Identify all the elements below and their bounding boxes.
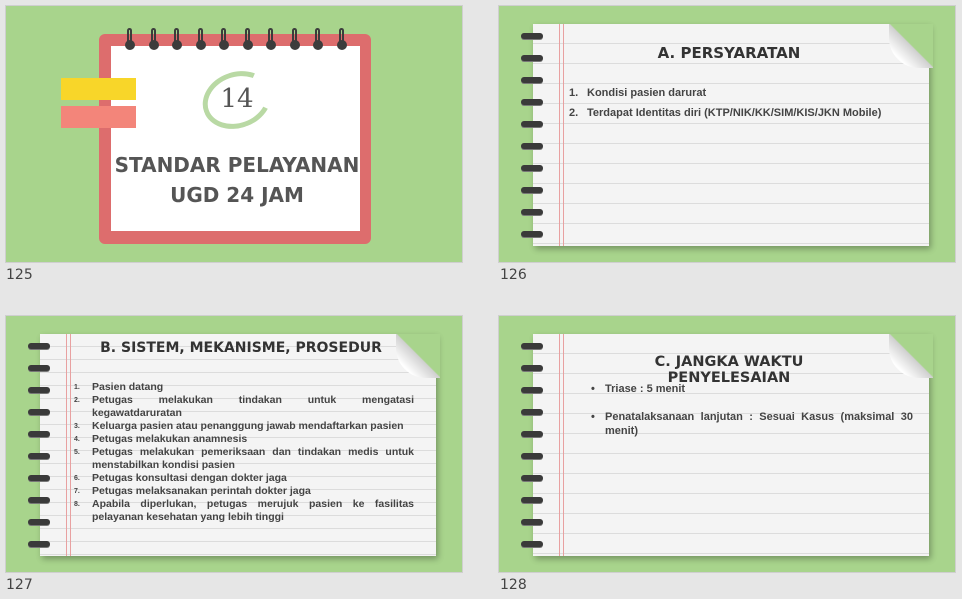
spiral-ring [521,33,543,39]
calendar-ring [337,28,346,52]
spiral-ring [28,497,50,503]
spiral-ring [28,343,50,349]
calendar-ring [196,28,205,52]
slide-title [106,150,368,210]
spiral-ring [521,55,543,61]
calendar-ring [219,28,228,52]
spiral-ring [28,453,50,459]
spiral-ring [28,365,50,371]
list-item: • Penatalaksanaan lanjutan : Sesuai Kasus (maksimal 30 menit) [591,411,913,437]
spiral-ring [28,387,50,393]
title-line-2: UGD 24 JAM [170,183,304,207]
spiral-ring [521,165,543,171]
title-line-1: STANDAR PELAYANAN [114,153,360,177]
spiral-ring [521,121,543,127]
spiral-ring [521,343,543,349]
requirements-list [569,83,917,123]
spiral-ring [521,497,543,503]
list-item: 8. Apabila diperlukan, petugas merujuk pasien ke fasilitas pelayanan kesehatan yang lebih tinggi [74,498,414,523]
spiral-ring [521,409,543,415]
spiral-ring [521,187,543,193]
slide-thumbnail-127[interactable] [5,315,463,573]
spiral-ring [521,453,543,459]
calendar-ring [172,28,181,52]
calendar-ring [149,28,158,52]
spiral-ring [28,475,50,481]
sticky-note-yellow [61,78,136,100]
list-item: 7. Petugas melaksanakan perintah dokter jaga [74,485,311,497]
spiral-ring [28,409,50,415]
spiral-ring [521,231,543,237]
spiral-ring [521,387,543,393]
spiral-ring [28,519,50,525]
spiral-ring [28,541,50,547]
duration-list [591,382,913,438]
badge-number: 14 [220,84,254,114]
spiral-ring [521,475,543,481]
list-item: 3. Keluarga pasien atau penanggung jawab mendaftarkan pasien [74,420,404,432]
slide-number: 128 [500,577,527,593]
list-item: 2. Petugas melakukan tindakan untuk mengatasi kegawatdaruratan [74,394,414,419]
calendar-ring [313,28,322,52]
slide-thumbnail-125[interactable] [5,5,463,263]
slide-number: 127 [6,577,33,593]
spiral-ring [521,431,543,437]
slide-number: 125 [6,267,33,283]
slide-title: C. JANGKA WAKTU PENYELESAIAN [654,354,804,386]
list-item: 2. Terdapat Identitas diri (KTP/NIK/KK/SIM/KIS/JKN Mobile) [569,107,882,119]
calendar-ring [290,28,299,52]
slide-thumbnail-128[interactable] [498,315,956,573]
list-item: 5. Petugas melakukan pemeriksaan dan tindakan medis untuk menstabilkan kondisi pasien [74,446,414,471]
slide-number: 126 [500,267,527,283]
spiral-ring [521,99,543,105]
calendar-ring [125,28,134,52]
list-item: • Triase : 5 menit [591,383,686,395]
spiral-ring [521,143,543,149]
calendar-ring [266,28,275,52]
list-item: 1. Pasien datang [74,381,164,393]
spiral-ring [521,209,543,215]
slide-title: A. PERSYARATAN [657,44,801,62]
slide-thumbnail-126[interactable] [498,5,956,263]
spiral-ring [28,431,50,437]
list-item: 4. Petugas melakukan anamnesis [74,433,248,445]
spiral-ring [521,365,543,371]
spiral-ring [521,77,543,83]
spiral-ring [521,541,543,547]
list-item: 1. Kondisi pasien darurat [569,87,707,99]
sticky-note-pink [61,106,136,128]
calendar-ring [243,28,252,52]
slide-title: B. SISTEM, MEKANISME, PROSEDUR [100,340,382,356]
procedure-list [74,381,414,524]
spiral-ring [521,519,543,525]
list-item: 6. Petugas konsultasi dengan dokter jaga [74,472,287,484]
